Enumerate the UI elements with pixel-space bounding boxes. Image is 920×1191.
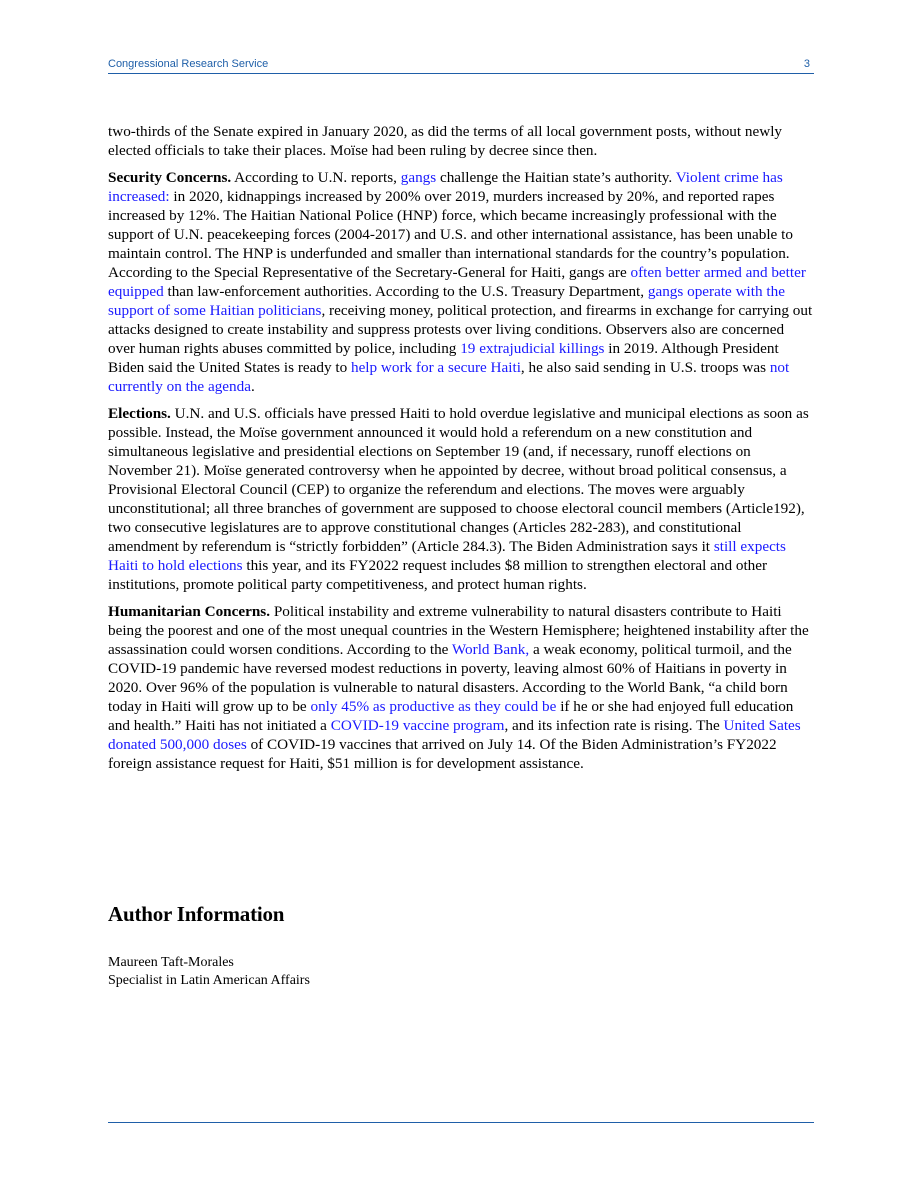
security-text-6: in 2019. Although President Biden said the United States is ready to — [108, 340, 779, 376]
humanitarian-text-3: if he or she had enjoyed full education and health.” Haiti has not initiated a — [108, 698, 794, 734]
humanitarian-paragraph — [108, 602, 814, 773]
link-not-on-agenda[interactable]: not currently on the agenda — [108, 359, 790, 395]
main-content — [108, 122, 814, 781]
humanitarian-heading: Humanitarian Concerns. — [108, 603, 271, 620]
elections-text-2: this year, and its FY2022 request includes $8 million to strengthen electoral and other institutions, promote political party competitiveness, and protect human rights. — [108, 557, 768, 593]
elections-heading: Elections. — [108, 405, 171, 422]
elections-paragraph — [108, 404, 814, 594]
footer-divider — [108, 1122, 814, 1123]
author-title: Specialist in Latin American Affairs — [108, 973, 310, 988]
link-productive[interactable]: only 45% as productive as they could be — [310, 698, 557, 715]
humanitarian-text-1: Political instability and extreme vulnerability to natural disasters contribute to Haiti being the poorest and one of the most unequal countries in the Western Hemisphere; heightened instability after the assassination could worsen conditions. According to the — [108, 603, 809, 658]
page-header — [108, 57, 814, 74]
security-heading: Security Concerns. — [108, 169, 232, 186]
link-violent-crime[interactable]: Violent crime has increased: — [108, 169, 783, 205]
security-paragraph — [108, 168, 814, 396]
humanitarian-text-4: , and its infection rate is rising. The — [504, 717, 724, 734]
link-gangs[interactable]: gangs — [400, 169, 437, 186]
link-vaccine-program[interactable]: COVID-19 vaccine program — [330, 717, 505, 734]
publisher-name: Congressional Research Service — [108, 58, 269, 70]
elections-text-1: U.N. and U.S. officials have pressed Haiti to hold overdue legislative and municipal elections as soon as possible. Instead, the Moïse government announced it would hold a referendum on a new constitution and simultaneous legislative and presidential elections on September 19 (and, if necessary, runoff elections on November 21). Moïse generated controversy when he appointed by decree, without broad political consensus, a Provisional Electoral Council (CEP) to organize the referendum and elections. The moves were arguably unconstitutional; all three branches of government are supposed to choose electoral council members (Article192), two consecutive legislatures are to approve constitutional changes (Articles 282-283), and constitutional amendment by referendum is “strictly forbidden” (Article 284.3). The Biden Administration says it — [108, 405, 809, 555]
author-name: Maureen Taft-Morales — [108, 955, 234, 970]
security-text-4: than law-enforcement authorities. According to the U.S. Treasury Department, — [163, 283, 648, 300]
security-text-7: , he also said sending in U.S. troops was — [520, 359, 770, 376]
link-hold-elections[interactable]: still expects Haiti to hold elections — [108, 538, 786, 574]
intro-paragraph: two-thirds of the Senate expired in January 2020, as did the terms of all local government posts, without newly elected officials to take their places. Moïse had been ruling by decree since then. — [108, 123, 783, 159]
page-number: 3 — [803, 58, 810, 70]
link-extrajudicial-killings[interactable]: 19 extrajudicial killings — [460, 340, 605, 357]
link-secure-haiti[interactable]: help work for a secure Haiti — [350, 359, 521, 376]
link-better-armed[interactable]: often better armed and better equipped — [108, 264, 806, 300]
link-donated-doses[interactable]: United Sates donated 500,000 doses — [108, 717, 801, 753]
security-text-8: . — [250, 378, 255, 395]
security-text-2: challenge the Haitian state’s authority. — [436, 169, 676, 186]
humanitarian-text-2: a weak economy, political turmoil, and the COVID-19 pandemic have reversed modest reductions in poverty, leaving almost 60% of Haitians in poverty in 2020. Over 96% of the population is vulnerable to natural disasters. According to the World Bank, “a child born today in Haiti will grow up to be — [108, 641, 792, 715]
humanitarian-text-5: of COVID-19 vaccines that arrived on July 14. Of the Biden Administration’s FY2022 foreign assistance request for Haiti, $51 million is for development assistance. — [108, 736, 777, 772]
author-block — [108, 954, 310, 990]
security-text-5: , receiving money, political protection, and firearms in exchange for carrying out attacks designed to create instability and suppress protests over living conditions. Observers also are concerned over human rights abuses committed by police, including — [108, 302, 813, 357]
security-text-1: According to U.N. reports, — [231, 169, 401, 186]
link-world-bank[interactable]: World Bank, — [451, 641, 530, 658]
link-gangs-politicians[interactable]: gangs operate with the support of some Haitian politicians — [108, 283, 785, 319]
author-info-heading: Author Information — [108, 902, 285, 926]
header-divider — [108, 73, 814, 74]
security-text-3: in 2020, kidnappings increased by 200% over 2019, murders increased by 20%, and reported rapes increased by 12%. The Haitian National Police (HNP) force, which became increasingly professional with the support of U.N. peacekeeping forces (2004-2017) and U.S. and other international assistance, has been unable to maintain control. The HNP is underfunded and smaller than international standards for the country’s population. According to the Special Representative of the Secretary-General for Haiti, gangs are — [108, 188, 793, 281]
